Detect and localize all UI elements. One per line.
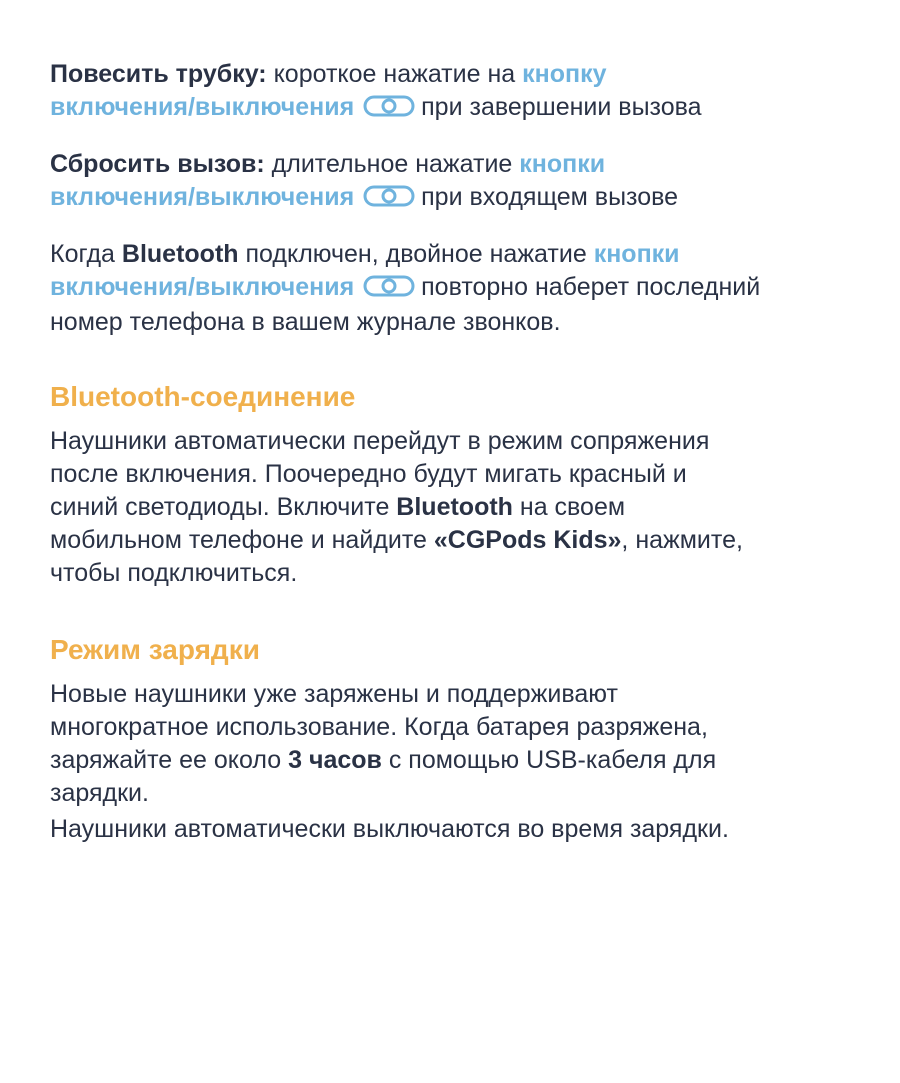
reject-call-label: Сбросить вызов: [50, 150, 265, 178]
power-button-icon [363, 183, 415, 216]
body-line: Наушники автоматически перейдут в режим сопряжения [50, 427, 710, 455]
reject-call-instruction [50, 148, 870, 216]
redial-text: подключен, двойное нажатие [238, 240, 594, 268]
body-line: многократное использование. Когда батарея разряжена, [50, 713, 708, 741]
power-button-link-word: кнопки [519, 150, 606, 178]
power-button-link-word: кнопки [593, 240, 680, 268]
power-button-link: включения/выключения [50, 183, 355, 211]
body-line: после включения. Поочередно будут мигать красный и [50, 460, 687, 488]
body-line: Новые наушники уже заряжены и поддерживают [50, 680, 618, 708]
power-button-icon [363, 273, 415, 306]
reject-call-text: длительное нажатие [264, 150, 520, 178]
redial-text: Когда [50, 240, 122, 268]
hang-up-text: короткое нажатие на [266, 60, 523, 88]
charging-section-body [50, 678, 870, 810]
power-button-icon [363, 93, 415, 126]
charge-duration: 3 часов [288, 746, 382, 774]
body-line: на своем [512, 493, 626, 521]
hang-up-instruction [50, 58, 870, 126]
body-line: мобильном телефоне и найдите [50, 526, 434, 554]
power-button-link: включения/выключения [50, 273, 355, 301]
charging-auto-off-note [50, 813, 870, 846]
power-button-link: включения/выключения [50, 93, 355, 121]
body-line: чтобы подключиться. [50, 559, 298, 587]
body-line: заряжайте ее около [50, 746, 289, 774]
power-button-link-word: кнопку [522, 60, 607, 88]
body-line: зарядки. [50, 779, 149, 807]
charging-section-title: Режим зарядки [50, 634, 260, 665]
device-name: «CGPods Kids» [433, 526, 622, 554]
body-line: с помощью USB-кабеля для [381, 746, 717, 774]
redial-text: повторно наберет последний [421, 273, 761, 301]
redial-instruction [50, 238, 870, 339]
body-line: Наушники автоматически выключаются во время зарядки. [50, 815, 729, 843]
bluetooth-section-body [50, 425, 870, 590]
bluetooth-word: Bluetooth [121, 240, 239, 268]
body-line: , нажмите, [621, 526, 743, 554]
redial-text: номер телефона в вашем журнале звонков. [50, 308, 561, 336]
manual-page [50, 58, 870, 846]
body-line: синий светодиоды. Включите [50, 493, 397, 521]
hang-up-condition: при завершении вызова [421, 93, 702, 121]
bluetooth-section-title: Bluetooth-соединение [50, 381, 356, 412]
reject-call-condition: при входящем вызове [421, 183, 679, 211]
bluetooth-word: Bluetooth [396, 493, 513, 521]
hang-up-label: Повесить трубку: [50, 60, 267, 88]
